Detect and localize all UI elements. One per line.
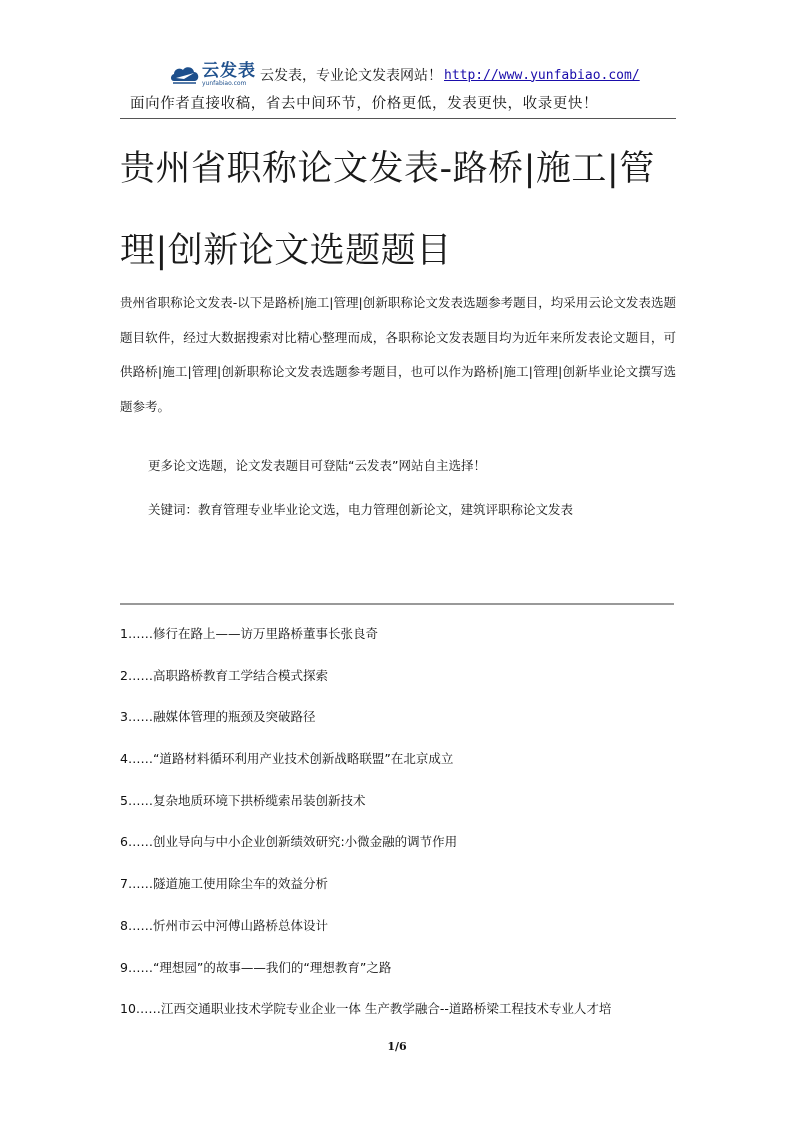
list-item: 9……“理想园”的故事——我们的“理想教育”之路	[120, 959, 392, 975]
logo	[170, 63, 256, 87]
list-item: 4……“道路材料循环利用产业技术创新战略联盟”在北京成立	[120, 751, 454, 767]
header-brand-row	[170, 62, 640, 88]
list-item: 3……融媒体管理的瓶颈及突破路径	[120, 709, 316, 725]
page-title: 贵州省职称论文发表-路桥|施工|管理|创新论文选题题目	[120, 149, 655, 271]
site-header	[120, 56, 676, 116]
more-topics-note: 更多论文选题，论文发表题目可登陆“云发表”网站自主选择！	[148, 458, 486, 473]
header-divider	[120, 118, 676, 119]
logo-domain-text: yunfabiao.com	[202, 80, 247, 87]
list-item: 7……隧道施工使用除尘车的效益分析	[120, 876, 328, 892]
logo-brand-text: 云发表	[202, 61, 256, 81]
list-item: 6……创业导向与中小企业创新绩效研究:小微金融的调节作用	[120, 834, 458, 850]
site-tagline: 面向作者直接收稿，省去中间环节，价格更低，发表更快，收录更快！	[130, 96, 599, 112]
site-slogan: 云发表，专业论文发表网站！	[260, 68, 442, 84]
intro-paragraph: 贵州省职称论文发表-以下是路桥|施工|管理|创新职称论文发表选题参考题目，均采用云论文发表选题题目软件，经过大数据搜索对比精心整理而成，各职称论文发表题目均为近年来所发表论文题目，可供路桥|施工|管理|创新职称论文发表选题参考题目，也可以作为路桥|施工|管理|创新毕业论文撰写选题参考。	[120, 295, 676, 414]
keywords-line: 关键词：教育管理专业毕业论文选，电力管理创新论文，建筑评职称论文发表	[148, 502, 574, 517]
page-number: 1/6	[387, 1040, 407, 1053]
topic-list	[120, 624, 680, 1041]
cloud-logo-icon	[170, 64, 200, 86]
list-item: 2……高职路桥教育工学结合模式探索	[120, 667, 328, 683]
list-item: 5……复杂地质环境下拱桥缆索吊装创新技术	[120, 792, 366, 808]
list-item: 8……忻州市云中河傅山路桥总体设计	[120, 917, 328, 933]
list-item: 1……修行在路上——访万里路桥董事长张良奇	[120, 626, 378, 641]
site-url-link[interactable]: http://www.yunfabiao.com/	[444, 67, 640, 83]
list-divider	[120, 603, 674, 605]
list-item: 10……江西交通职业技术学院专业企业一体 生产教学融合--道路桥梁工程技术专业人才培	[120, 1001, 612, 1017]
